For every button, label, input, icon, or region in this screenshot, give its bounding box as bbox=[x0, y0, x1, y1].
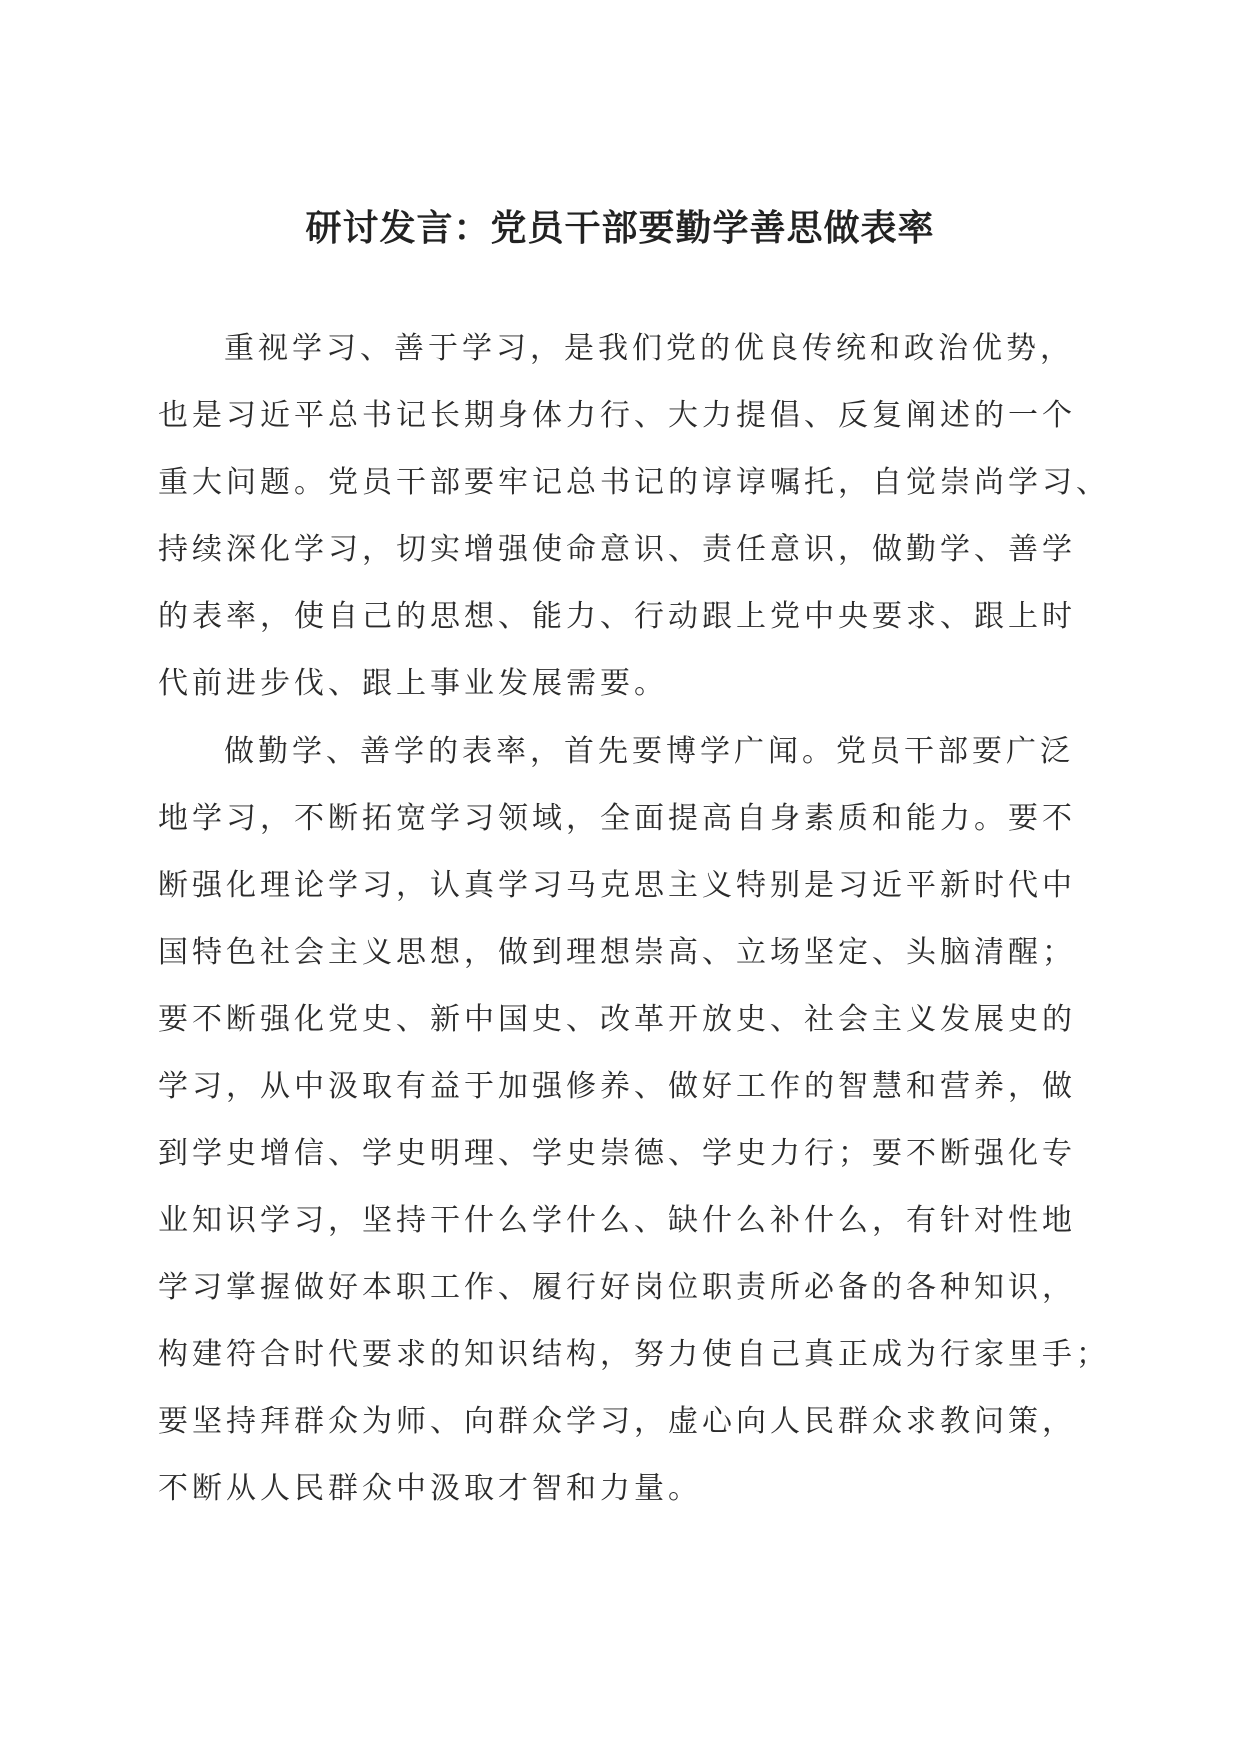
paragraph-1 bbox=[158, 315, 1110, 717]
paragraph-line: 的表率，使自己的思想、能力、行动跟上党中央要求、跟上时 bbox=[158, 599, 1076, 634]
paragraph-line: 重大问题。党员干部要牢记总书记的谆谆嘱托，自觉崇尚学习、 bbox=[158, 465, 1110, 500]
paragraph-line: 地学习，不断拓宽学习领域，全面提高自身素质和能力。要不 bbox=[158, 801, 1076, 836]
paragraph-line: 要坚持拜群众为师、向群众学习，虚心向人民群众求教问策， bbox=[158, 1404, 1076, 1439]
paragraph-2 bbox=[158, 718, 1110, 1522]
paragraph-line: 也是习近平总书记长期身体力行、大力提倡、反复阐述的一个 bbox=[158, 398, 1076, 433]
paragraph-line: 要不断强化党史、新中国史、改革开放史、社会主义发展史的 bbox=[158, 1002, 1076, 1037]
paragraph-line: 学习掌握做好本职工作、履行好岗位职责所必备的各种知识， bbox=[158, 1270, 1076, 1305]
paragraph-line: 不断从人民群众中汲取才智和力量。 bbox=[158, 1471, 702, 1506]
paragraph-line: 业知识学习，坚持干什么学什么、缺什么补什么，有针对性地 bbox=[158, 1203, 1076, 1238]
paragraph-line: 持续深化学习，切实增强使命意识、责任意识，做勤学、善学 bbox=[158, 532, 1076, 567]
document-title: 研讨发言：党员干部要勤学善思做表率 bbox=[305, 207, 935, 249]
paragraph-line: 断强化理论学习，认真学习马克思主义特别是习近平新时代中 bbox=[158, 868, 1076, 903]
paragraph-line: 到学史增信、学史明理、学史崇德、学史力行；要不断强化专 bbox=[158, 1136, 1076, 1171]
paragraph-line: 重视学习、善于学习，是我们党的优良传统和政治优势， bbox=[224, 331, 1074, 366]
paragraph-line: 国特色社会主义思想，做到理想崇高、立场坚定、头脑清醒； bbox=[158, 935, 1076, 970]
paragraph-line: 构建符合时代要求的知识结构，努力使自己真正成为行家里手； bbox=[158, 1337, 1110, 1372]
paragraph-line: 代前进步伐、跟上事业发展需要。 bbox=[158, 666, 668, 701]
paragraph-line: 学习，从中汲取有益于加强修养、做好工作的智慧和营养，做 bbox=[158, 1069, 1076, 1104]
paragraph-line: 做勤学、善学的表率，首先要博学广闻。党员干部要广泛 bbox=[224, 734, 1074, 769]
